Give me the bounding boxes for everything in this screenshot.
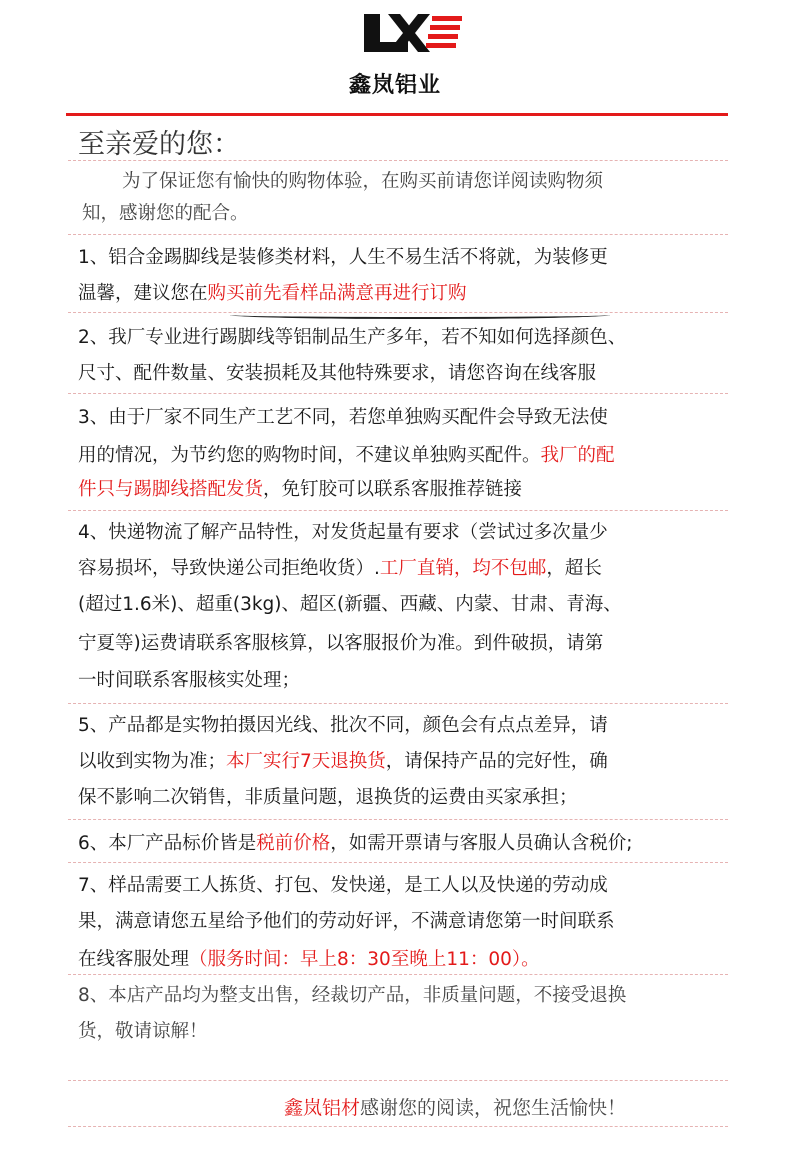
notice-text: 在线客服处理: [78, 949, 190, 970]
highlight-text: 税前价格: [256, 833, 331, 854]
divider: [68, 862, 728, 863]
notice-text: 宁夏等)运费请联系客服核算，以客服报价为准。到件破损，请第: [78, 633, 604, 654]
intro-line: 知，感谢您的配合。: [82, 203, 249, 224]
notice-line: [78, 780, 578, 816]
highlight-text: 我厂的配: [540, 445, 615, 466]
notice-line: [78, 240, 608, 276]
notice-line: [78, 826, 633, 862]
footer-brand: 鑫岚铝材: [284, 1097, 361, 1119]
notice-line: [78, 276, 467, 312]
highlight-text: （服务时间：早上8：30至晚上11：00）。: [189, 949, 540, 970]
greeting: 至亲爱的您：: [78, 129, 240, 160]
notice-line: [78, 978, 626, 1014]
handwritten-underline: [230, 311, 610, 319]
notice-text: 4、快递物流了解产品特性，对发货起量有要求（尝试过多次量少: [78, 522, 608, 543]
lx-logo-icon: [358, 10, 468, 56]
notice-text: 果，满意请您五星给予他们的劳动好评，不满意请您第一时间联系: [78, 911, 615, 932]
notice-line: [78, 904, 615, 940]
notice-text: 6、本厂产品标价皆是: [78, 833, 257, 854]
notice-text: 7、样品需要工人拣货、打包、发快递，是工人以及快递的劳动成: [78, 875, 608, 896]
notice-text: 用的情况，为节约您的购物时间，不建议单独购买配件。: [78, 445, 541, 466]
notice-line: [78, 1014, 208, 1050]
notice-text: 以收到实物为准；: [78, 751, 227, 772]
notice-text: 尺寸、配件数量、安装损耗及其他特殊要求，请您咨询在线客服: [78, 363, 597, 384]
notice-text: 温馨，建议您在: [78, 283, 208, 304]
notice-line: [78, 400, 608, 436]
notice-line: [78, 708, 608, 744]
notice-line: [78, 438, 615, 474]
notice-line: [78, 356, 596, 392]
notice-line: [78, 942, 540, 978]
notice-line: [78, 472, 522, 508]
notice-line: [78, 868, 608, 904]
brand-name: 鑫岚铝业: [348, 73, 441, 98]
divider: [68, 1126, 728, 1127]
notice-text: 货，敬请谅解！: [78, 1021, 208, 1042]
highlight-text: 购买前先看样品满意再进行订购: [207, 283, 467, 304]
notice-text: 8、本店产品均为整支出售，经裁切产品，非质量问题，不接受退换: [78, 985, 627, 1006]
intro-line: 为了保证您有愉快的购物体验，在购买前请您详阅读购物须: [122, 171, 604, 192]
notice-line: [78, 626, 603, 662]
divider: [68, 510, 728, 511]
notice-text: ，请保持产品的完好性，确: [385, 751, 608, 772]
divider: [68, 819, 728, 820]
notice-text: ，如需开票请与客服人员确认含税价;: [330, 833, 633, 854]
notice-text: 一时间联系客服核实处理；: [78, 670, 301, 691]
notice-line: [78, 744, 608, 780]
notice-text: 5、产品都是实物拍摄因光线、批次不同，颜色会有点点差异，请: [78, 715, 608, 736]
notice-text: 保不影响二次销售，非质量问题，退换货的运费由买家承担；: [78, 787, 578, 808]
highlight-text: 件只与踢脚线搭配发货: [78, 479, 264, 500]
footer-line: [284, 1090, 626, 1126]
notice-line: [78, 551, 602, 587]
top-divider: [66, 113, 728, 116]
notice-text: ，超长: [546, 558, 602, 579]
notice-text: ，免钉胶可以联系客服推荐链接: [263, 479, 523, 500]
divider: [68, 234, 728, 235]
divider: [68, 393, 728, 394]
divider: [68, 160, 728, 161]
notice-line: [78, 515, 608, 551]
footer-text: 感谢您的阅读，祝您生活愉快！: [360, 1097, 627, 1119]
divider: [68, 703, 728, 704]
highlight-text: 工厂直销，均不包邮: [379, 558, 547, 579]
notice-line: [78, 587, 622, 623]
notice-text: 3、由于厂家不同生产工艺不同，若您单独购买配件会导致无法使: [78, 407, 608, 428]
divider: [68, 974, 728, 975]
highlight-text: 本厂实行7天退换货: [226, 751, 386, 772]
notice-text: (超过1.6米)、超重(3kg)、超区(新疆、西藏、内蒙、甘肃、青海、: [78, 594, 622, 615]
notice-text: 2、我厂专业进行踢脚线等铝制品生产多年，若不知如何选择颜色、: [78, 327, 627, 348]
notice-line: [78, 320, 626, 356]
notice-text: 容易损坏，导致快递公司拒绝收货）.: [78, 558, 380, 579]
notice-text: 1、铝合金踢脚线是装修类材料，人生不易生活不将就，为装修更: [78, 247, 608, 268]
divider: [68, 1080, 728, 1081]
notice-line: [78, 663, 300, 699]
